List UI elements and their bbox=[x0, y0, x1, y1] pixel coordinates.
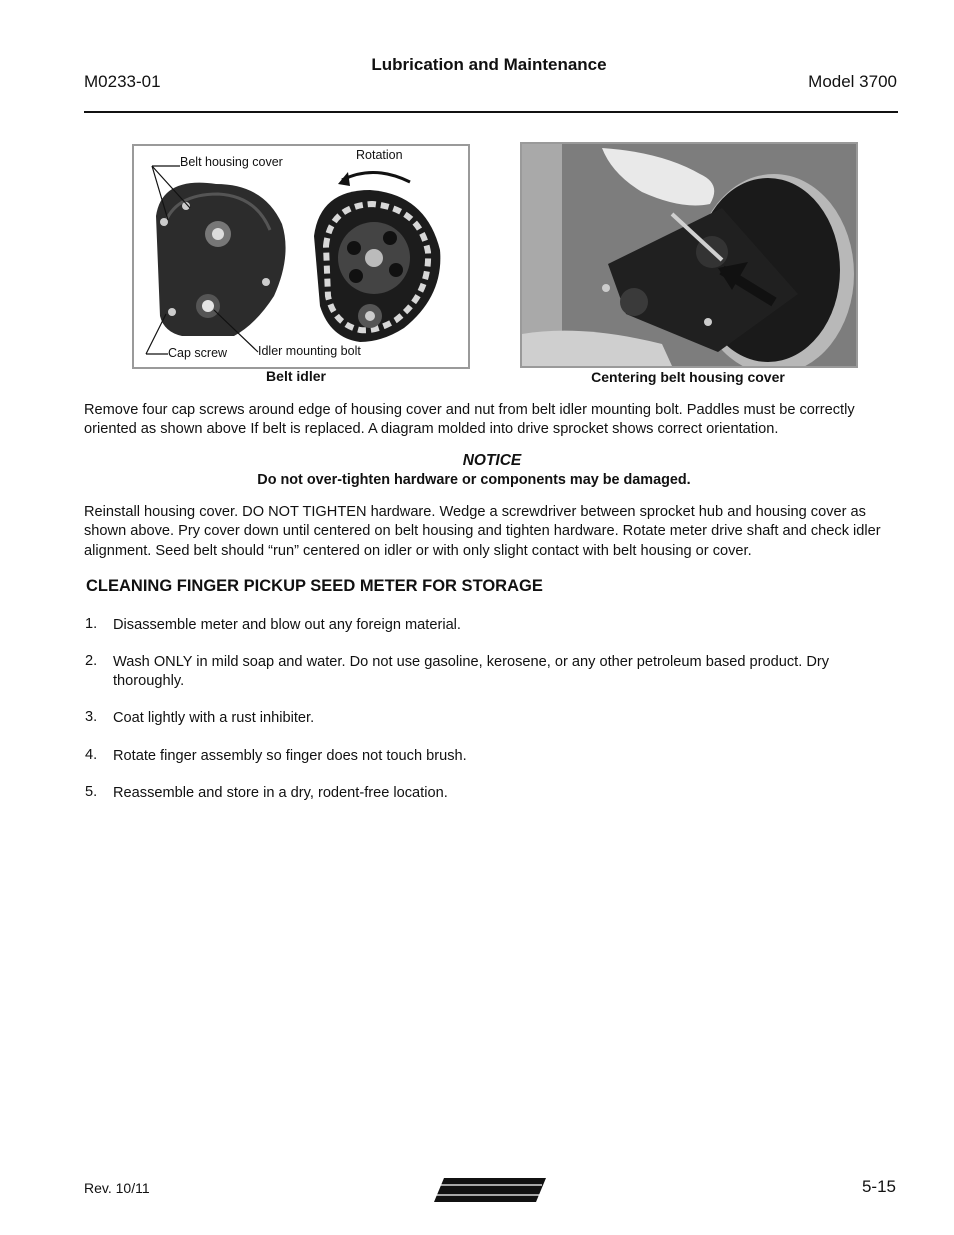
step-4-text: Rotate finger assembly so finger does not touch brush. bbox=[113, 748, 467, 764]
paragraph-reinstall-cover: Reinstall housing cover. DO NOT TIGHTEN hardware. Wedge a screwdriver between sprocket hub and housing cover as shown above. Pry cover down until centered on belt housing and tighten hardware. Rotate meter drive shaft and check idler alignment. Seed belt should “run” centered on idler or with only slight contact with belt housing or cover. bbox=[84, 504, 881, 559]
label-cap-screw: Cap screw bbox=[168, 346, 228, 360]
revision-date: Rev. 10/11 bbox=[84, 1180, 150, 1196]
step-1-number: 1. bbox=[85, 616, 98, 632]
cleaning-section-title: CLEANING FINGER PICKUP SEED METER FOR STORAGE bbox=[86, 577, 543, 595]
step-5-number: 5. bbox=[85, 784, 98, 800]
step-3-number: 3. bbox=[85, 709, 98, 725]
centering-cover-illustration bbox=[522, 144, 856, 366]
step-1-text: Disassemble meter and blow out any foreign material. bbox=[113, 617, 461, 633]
centering-cover-caption: Centering belt housing cover bbox=[591, 369, 785, 385]
kinze-logo-mark bbox=[430, 1175, 550, 1205]
belt-idler-figure bbox=[132, 144, 470, 369]
step-4-number: 4. bbox=[85, 747, 98, 763]
label-rotation: Rotation bbox=[356, 148, 403, 162]
centering-cover-photo bbox=[520, 142, 858, 368]
document-number: M0233-01 bbox=[84, 72, 161, 91]
section-header-title: Lubrication and Maintenance bbox=[371, 55, 607, 74]
model-name: Model 3700 bbox=[808, 72, 897, 91]
step-5-text: Reassemble and store in a dry, rodent-free location. bbox=[113, 785, 448, 801]
step-2-text: Wash ONLY in mild soap and water. Do not use gasoline, kerosene, or any other petroleum based product. Dry thoroughly. bbox=[113, 654, 830, 690]
notice-title: NOTICE bbox=[462, 452, 522, 469]
paragraph-remove-cap-screws: Remove four cap screws around edge of housing cover and nut from belt idler mounting bolt. Paddles must be correctly oriented as shown above If belt is replaced. A diagram molded into drive sprocket shows correct orientation. bbox=[84, 402, 855, 438]
step-2-number: 2. bbox=[85, 653, 98, 669]
belt-idler-illustration bbox=[134, 146, 468, 367]
belt-idler-caption: Belt idler bbox=[266, 368, 326, 384]
label-belt-housing-cover: Belt housing cover bbox=[180, 155, 283, 169]
kinze-logo bbox=[430, 1175, 550, 1210]
page-number: 5-15 bbox=[861, 1177, 896, 1196]
header-divider bbox=[84, 111, 898, 113]
label-idler-mounting-bolt: Idler mounting bolt bbox=[258, 344, 361, 358]
notice-text: Do not over-tighten hardware or components may be damaged. bbox=[257, 472, 691, 488]
step-3-text: Coat lightly with a rust inhibiter. bbox=[113, 710, 315, 726]
